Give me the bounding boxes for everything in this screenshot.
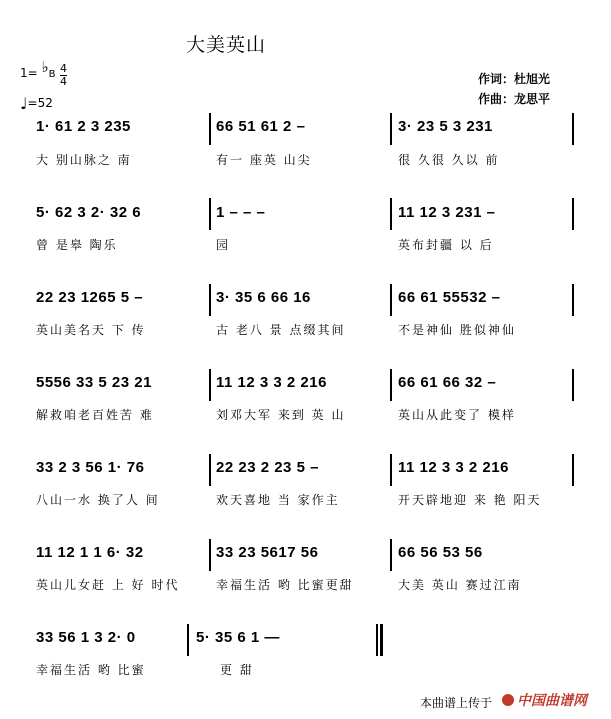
bar-line — [390, 198, 392, 230]
measure-lyrics: 英布封疆 以 后 — [398, 238, 494, 252]
measure-notes: 11 12 3 3 2 216 — [398, 459, 509, 476]
bar-line — [209, 198, 211, 230]
lyricist-credit: 作词：杜旭光 — [478, 72, 551, 86]
measure-notes: 5· 35 6 1 — — [196, 629, 280, 646]
measure-notes: 1· 61 2 3 235 — [36, 118, 131, 135]
bar-line — [572, 113, 574, 145]
bar-line — [390, 113, 392, 145]
measure-notes: 1 – – – — [216, 204, 266, 221]
flat-symbol: ♭ — [41, 58, 49, 76]
bar-line — [390, 539, 392, 571]
bar-line — [572, 198, 574, 230]
bar-line — [376, 624, 378, 656]
time-signature — [60, 63, 67, 88]
measure-notes: 66 61 66 32 – — [398, 374, 497, 391]
tempo-marking — [20, 92, 53, 111]
measure-notes: 3· 23 5 3 231 — [398, 118, 493, 135]
measure-lyrics: 幸福生活 哟 比蜜更甜 — [216, 578, 354, 592]
measure-lyrics: 园 — [216, 238, 231, 252]
bar-line — [390, 284, 392, 316]
key-prefix: 1= — [20, 66, 38, 80]
measure-lyrics: 开天辟地迎 来 艳 阳天 — [398, 493, 542, 507]
measure-lyrics: 大 别山脉之 南 — [36, 153, 132, 167]
measure-lyrics: 更 甜 — [220, 663, 254, 677]
measure-lyrics: 大美 英山 赛过江南 — [398, 578, 522, 592]
measure-notes: 11 12 3 231 – — [398, 204, 496, 221]
measure-lyrics: 刘邓大军 来到 英 山 — [216, 408, 346, 422]
measure-lyrics: 曾 是皋 陶乐 — [36, 238, 118, 252]
measure-lyrics: 八山一水 换了人 间 — [36, 493, 160, 507]
bar-line — [187, 624, 189, 656]
bar-line — [572, 369, 574, 401]
bar-line — [209, 369, 211, 401]
key-letter: B — [48, 69, 56, 80]
measure-notes: 66 61 55532 – — [398, 289, 501, 306]
logo-icon — [502, 694, 514, 706]
bar-line — [390, 454, 392, 486]
bar-line — [572, 284, 574, 316]
time-signature-top: 4 — [60, 62, 67, 75]
site-logo-text: 中国曲谱网 — [517, 693, 587, 709]
measure-lyrics: 英山从此变了 模样 — [398, 408, 516, 422]
bar-line — [209, 113, 211, 145]
measure-notes: 3· 35 6 66 16 — [216, 289, 311, 306]
composer-credit: 作曲：龙思平 — [478, 92, 551, 106]
quarter-note-icon: ♩ — [20, 94, 28, 113]
bar-line — [390, 369, 392, 401]
measure-lyrics: 古 老八 景 点缀其间 — [216, 323, 346, 337]
measure-notes: 33 23 5617 56 — [216, 544, 319, 561]
site-logo[interactable] — [502, 690, 587, 710]
measure-lyrics: 解救咱老百姓苦 难 — [36, 408, 154, 422]
measure-notes: 33 2 3 56 1· 76 — [36, 459, 145, 476]
measure-notes: 22 23 1265 5 – — [36, 289, 144, 306]
measure-lyrics: 幸福生活 哟 比蜜 — [36, 663, 146, 677]
measure-lyrics: 欢天喜地 当 家作主 — [216, 493, 340, 507]
measure-lyrics: 英山美名天 下 传 — [36, 323, 146, 337]
measure-notes: 66 51 61 2 – — [216, 118, 306, 135]
footer-upload-text: 本曲谱上传于 — [420, 696, 493, 710]
measure-notes: 5· 62 3 2· 32 6 — [36, 204, 142, 221]
measure-notes: 5556 33 5 23 21 — [36, 374, 152, 391]
final-bar-line — [380, 624, 383, 656]
measure-lyrics: 很 久很 久以 前 — [398, 153, 500, 167]
measure-notes: 11 12 3 3 2 216 — [216, 374, 327, 391]
measure-notes: 11 12 1 1 6· 32 — [36, 544, 144, 561]
bar-line — [209, 284, 211, 316]
measure-lyrics: 有一 座英 山尖 — [216, 153, 312, 167]
tempo-value: =52 — [27, 96, 53, 110]
measure-lyrics: 英山儿女赶 上 好 时代 — [36, 578, 180, 592]
measure-notes: 22 23 2 23 5 – — [216, 459, 319, 476]
key-signature — [20, 58, 56, 82]
song-title: 大美英山 — [186, 34, 267, 56]
time-signature-bottom: 4 — [60, 75, 67, 88]
measure-lyrics: 不是神仙 胜似神仙 — [398, 323, 516, 337]
measure-notes: 66 56 53 56 — [398, 544, 483, 561]
bar-line — [209, 454, 211, 486]
bar-line — [209, 539, 211, 571]
measure-notes: 33 56 1 3 2· 0 — [36, 629, 136, 646]
bar-line — [572, 454, 574, 486]
